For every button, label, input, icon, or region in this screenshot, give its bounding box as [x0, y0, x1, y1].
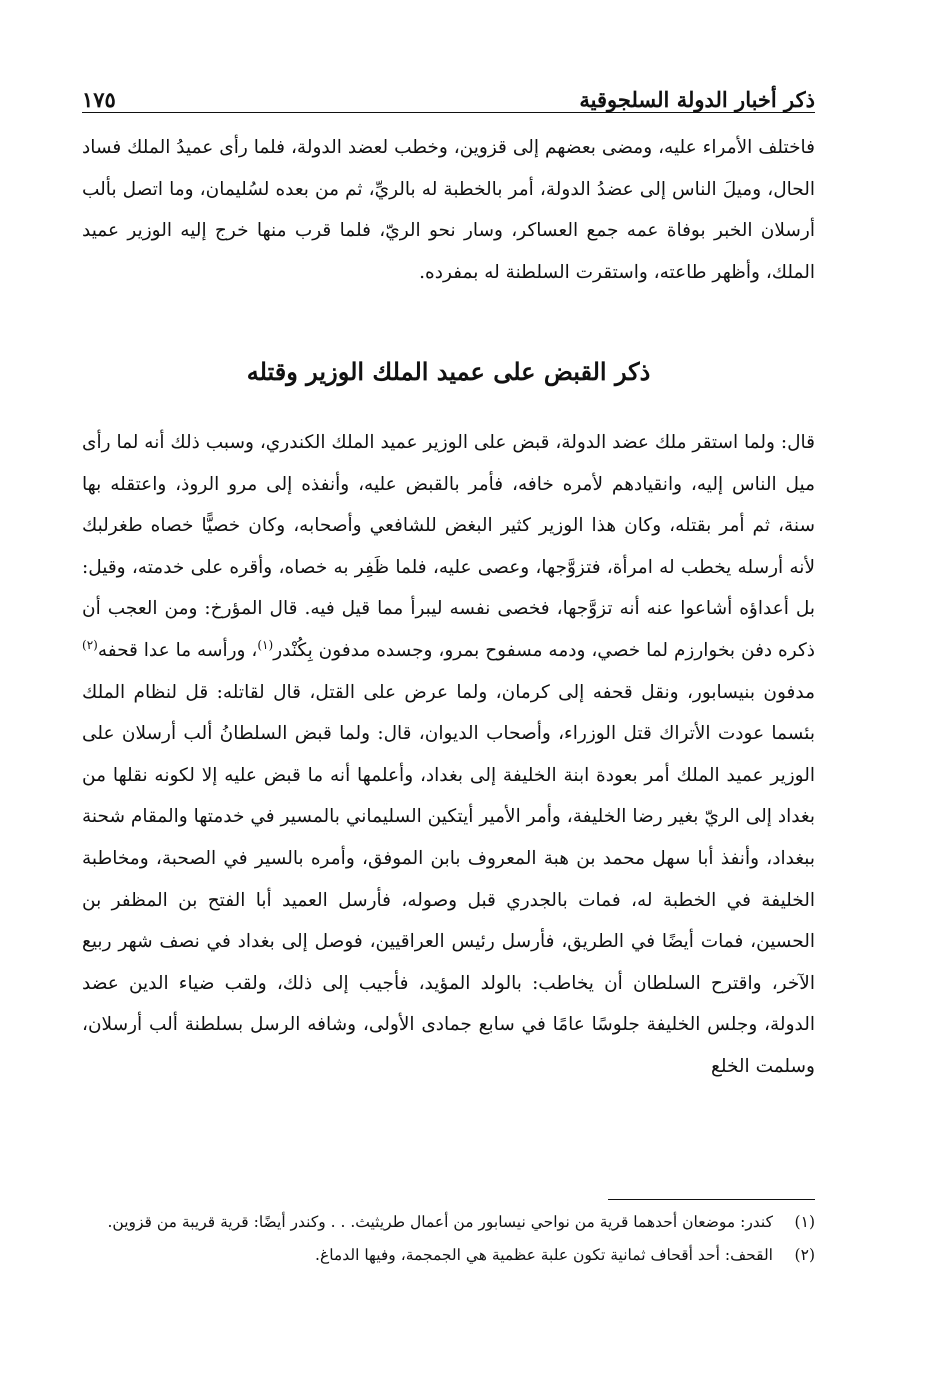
page-header: [82, 78, 815, 112]
footnote-2: [82, 1241, 815, 1270]
paragraph-1: فاختلف الأمراء عليه، ومضى بعضهم إلى قزوين، وخطب لعضد الدولة، فلما رأى عميدُ الملك فساد الحال، وميلَ الناس إلى عضدُ الدولة، أمر بالخطبة له بالريِّ، ثم من بعده لسُليمان، وما اتصل بألب أرسلان الخبر بوفاة عمه جمع العساكر، وسار نحو الريّ، فلما قرب منها خرج إليه الوزير عميد الملك، وأظهر طاعته، واستقرت السلطنة له بمفرده.: [82, 137, 815, 283]
header-rule: [82, 112, 815, 113]
paragraph-2-part-3: مدفون بنيسابور، ونقل قحفه إلى كرمان، ولما عرض على القتل، قال لقاتله: قل لنظام الملك بئسما عودت الأتراك قتل الوزراء، وأصحاب الديوان، قال: ولما قبض السلطانُ ألب أرسلان على الوزير عميد الملك أمر بعودة ابنة الخليفة إلى بغداد، وأعلمها أنه ما قبض عليه إلا لكونه نقلها من بغداد إلى الريّ بغير رضا الخليفة، وأمر الأمير أيتكين السليماني بالمسير في خدمتها والمقام شحنة ببغداد، وأنفذ أبا سهل محمد بن هبة المعروف بابن الموفق، وأمره بالسير في الصحبة، ومخاطبة الخليفة في الخطبة له، فمات بالجدري قبل وصوله، فأرسل العميد أبا الفتح بن المظفر بن الحسين، فمات أيضًا في الطريق، فأرسل رئيس العراقيين، فوصل إلى بغداد في نصف شهر ربيع الآخر، واقترح السلطان أن يخاطب: بالولد المؤيد، فأجيب إلى ذلك، ولقب ضياء الدين عضد الدولة، وجلس الخليفة جلوسًا عامًا في سابع جمادى الأولى، وشافه الرسل بسلطنة ألب أرسلان، وسلمت الخلع: [82, 681, 815, 1077]
footnote-rule: [608, 1199, 815, 1200]
footnote-number: (١): [794, 1213, 815, 1231]
paragraph-2-part-1: قال: ولما استقر ملك عضد الدولة، قبض على الوزير عميد الملك الكندري، وسبب ذلك أنه لما رأى ميل الناس إليه، وانقيادهم لأمره خافه، فأمر بالقبض عليه، وأنفذه إلى مرو الروذ، واعتقله بها سنة، ثم أمر بقتله، وكان هذا الوزير كثير البغض للشافعي وأصحابه، وكان خصيًّا خصاه طغرلبك لأنه أرسله يخطب له امرأة، فتزوَّجها، وعصى عليه، فلما ظَفِر به خصاه، وأقره على خدمته، وقيل: بل أعداؤه أشاعوا عنه أنه تزوَّجها، فخصى نفسه ليبرأ مما قيل فيه. قال المؤرخ: ومن العجب أن ذكره دفن بخوارزم لما خصي، ودمه مسفوح بمرو، وجسده مدفون بِكُنْدر: [82, 432, 816, 661]
footnotes: [82, 1208, 815, 1270]
paragraph-2-part-2: ، ورأسه ما عدا قحفه: [97, 639, 258, 661]
footnote-text: القحف: أحد أقحاف ثمانية تكون علبة عظمية هي الجمجمة، وفيها الدماغ.: [315, 1246, 773, 1264]
paragraph-2: [82, 422, 815, 1088]
footnote-ref-1[interactable]: (١): [257, 637, 274, 652]
footnote-ref-2[interactable]: (٢): [82, 637, 98, 652]
running-title: ذكر أخبار الدولة السلجوقية: [579, 87, 815, 112]
footnote-number: (٢): [794, 1246, 815, 1264]
section-heading: ذكر القبض على عميد الملك الوزير وقتله: [246, 357, 651, 386]
footnote-text: كندر: موضعان أحدهما قرية من نواحي نيسابور من أعمال طريثيث. . . وكندر أيضًا: قرية قريبة من قزوين.: [107, 1213, 773, 1231]
footnote-1: [82, 1208, 815, 1237]
page-number: ١٧٥: [82, 87, 116, 112]
